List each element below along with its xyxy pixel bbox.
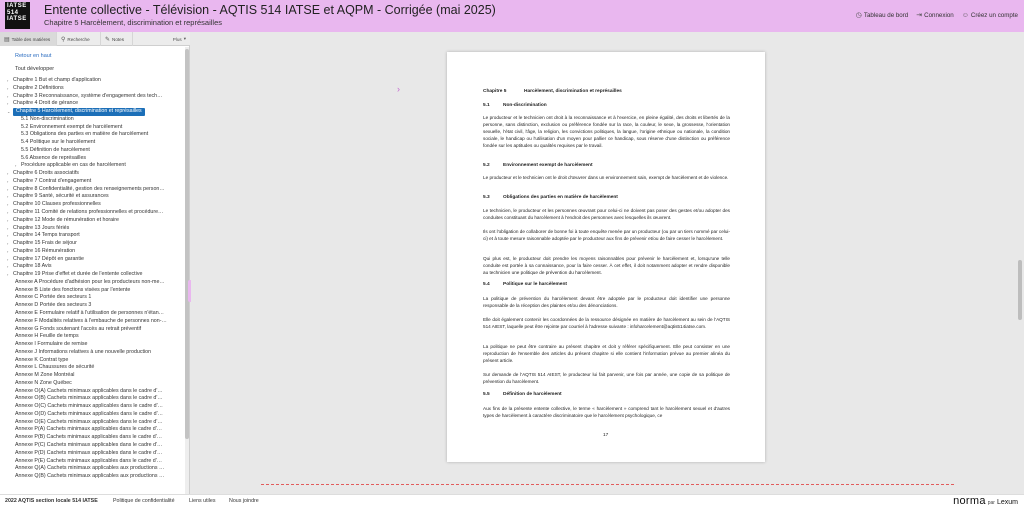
chevron-right-icon[interactable]: › (7, 256, 9, 262)
toc-item[interactable] (0, 411, 184, 419)
toc-item[interactable] (0, 232, 184, 240)
toc-item[interactable] (0, 100, 184, 108)
sidebar (0, 32, 190, 494)
section-number: 5.5 (483, 392, 490, 397)
chevron-right-icon[interactable]: › (7, 194, 9, 200)
toc-item[interactable] (0, 124, 184, 132)
toc-item-label: Chapitre 6 Droits associatifs (13, 170, 79, 177)
chevron-right-icon[interactable]: › (7, 101, 9, 107)
toc-item-label: Annexe Q(B) Cachets minimaux applicables aux productions … (15, 473, 165, 480)
paragraph: La politique ne peut être contraire au présent chapitre et doit y référer spécifiquement. Elle peut consister en une reproduction de l'ensemble des articles du présent chapitre si elle contient l'information prévue au premier alinéa du présent article. (483, 344, 730, 364)
toc-item-label: Chapitre 7 Contrat d'engagement (13, 177, 92, 184)
toc-item[interactable] (0, 162, 184, 170)
paragraph: Elle doit également contenir les coordonnées de la ressource désignée en matière de harcèlement au sein de l'AQTIS 514 AIEST, laquelle peut être rejointe par courriel à l'adresse suivante : infoharcelement@aqtis514iatse.com. (483, 317, 730, 330)
login-link[interactable] (916, 11, 953, 19)
app-header (0, 0, 1024, 32)
toc-item[interactable] (0, 287, 184, 295)
toc-item[interactable] (0, 201, 184, 209)
toc-item-label: Annexe O(A) Cachets minimaux applicables dans le cadre d'… (15, 387, 163, 394)
tab-label: Recherche (67, 36, 90, 42)
toc-item[interactable] (0, 186, 184, 194)
expand-all-link[interactable]: Tout développer (15, 66, 55, 72)
table-of-contents (0, 46, 184, 494)
copyright-text: 2022 AQTIS section locale 514 IATSE (5, 498, 98, 504)
toc-item[interactable] (0, 116, 184, 124)
tab-search[interactable] (57, 32, 101, 46)
toc-item-label: Chapitre 1 But et champ d'application (13, 77, 101, 83)
section-number: 5.1 (483, 103, 490, 108)
toc-item-label: Chapitre 16 Rémunération (13, 247, 76, 254)
toc-item[interactable] (0, 302, 184, 310)
toc-item[interactable] (0, 434, 184, 442)
toc-item[interactable] (0, 139, 184, 147)
toc-item[interactable] (0, 271, 184, 279)
sidebar-scroll-thumb[interactable] (185, 49, 189, 439)
toc-item-label: Annexe F Modalités relatives à l'embauche de personnes non-… (15, 317, 167, 324)
chevron-down-icon: ▾ (183, 36, 186, 41)
chevron-right-icon[interactable]: › (7, 93, 9, 99)
toc-item[interactable] (0, 426, 184, 434)
dashboard-icon: ◷ (855, 12, 862, 19)
section-number: 5.2 (483, 163, 490, 168)
section-title: Obligations des parties en matière de harcèlement (503, 195, 618, 200)
tab-label: Table des matières (11, 36, 51, 42)
chevron-right-icon[interactable]: › (7, 233, 9, 239)
paragraph: Ils ont l'obligation de collaborer de bonne foi à toute enquête menée par un producteur (ou par un tiers nommé par celui-ci) et à toute mesure raisonnable adoptée par le producteur aux fins de prévenir et/ou de faire cesser le harcèlement. (483, 229, 730, 242)
toc-item[interactable] (0, 131, 184, 139)
toc-item-label: Procédure applicable en cas de harcèlement (21, 162, 126, 169)
dashboard-link[interactable] (856, 11, 909, 19)
toc-item-label: Annexe A Procédure d'adhésion pour les producteurs non-me… (15, 278, 165, 285)
toc-item[interactable] (0, 256, 184, 264)
chevron-down-icon[interactable]: ⌄ (7, 109, 11, 115)
chevron-right-icon[interactable]: › (7, 210, 9, 216)
more-label: Plus (172, 36, 182, 42)
toc-item-label: Chapitre 8 Confidentialité, gestion des renseignements person… (13, 185, 165, 192)
iatse-logo[interactable] (5, 2, 30, 29)
chevron-right-icon[interactable]: › (7, 171, 9, 177)
tab-toc[interactable] (0, 32, 57, 46)
toc-item-label: Annexe N Zone Québec (15, 379, 72, 386)
section-number: 5.3 (483, 195, 490, 200)
toc-item[interactable] (0, 77, 184, 85)
toc-item-label: Annexe M Zone Montréal (15, 372, 75, 379)
logo-line: 514 (7, 9, 19, 16)
toc-item-label: Annexe I Formulaire de remise (15, 341, 88, 348)
toc-item-label: Chapitre 4 Droit de gérance (13, 100, 79, 107)
back-to-top-link[interactable]: Retour en haut (15, 53, 52, 59)
toc-item-label: Chapitre 5 Harcèlement, discrimination et représailles (13, 108, 145, 115)
chevron-right-icon[interactable]: › (7, 272, 9, 278)
toc-item-label: 5.2 Environnement exempt de harcèlement (21, 123, 123, 130)
user-icon: ☺ (961, 11, 969, 19)
toc-item[interactable] (0, 209, 184, 217)
toc-item-label: 5.5 Définition de harcèlement (21, 146, 90, 153)
section-title: Politique sur le harcèlement (503, 282, 567, 287)
toc-item[interactable] (0, 465, 184, 473)
paragraph: La politique de prévention du harcèlement devant être adoptée par le producteur doit identifier une personne responsable de la réception des plaintes et/ou des dénonciations. (483, 296, 730, 309)
toc-item-label: Chapitre 18 Avis (13, 263, 52, 270)
toc-item[interactable] (0, 279, 184, 287)
chapter-number: Chapitre 5 (483, 89, 507, 94)
toc-item-label: Annexe O(C) Cachets minimaux applicables dans le cadre d'… (15, 403, 163, 410)
chevron-right-icon[interactable]: › (15, 163, 17, 169)
document-subtitle: Chapitre 5 Harcèlement, discrimination et représailles (44, 18, 222, 27)
tab-notes[interactable] (101, 32, 133, 46)
paragraph: Qui plus est, le producteur doit prendre les moyens raisonnables pour prévenir le harcèlement et, lorsqu'une telle conduite est portée à sa connaissance, pour la faire cesser. À cet effet, il doit notamment adopter et rendre disponible au technicien une politique de prévention du harcèlement. (483, 256, 730, 276)
paragraph: Le producteur et le technicien ont le droit d'œuvrer dans un environnement sain, exempt de harcèlement et de violence. (483, 175, 729, 180)
chevron-right-icon[interactable]: › (7, 241, 9, 247)
toc-item-label: Annexe D Portée des secteurs 3 (15, 302, 92, 309)
toc-item-label: Annexe O(B) Cachets minimaux applicables dans le cadre d'… (15, 395, 163, 402)
chevron-right-icon[interactable]: › (7, 217, 9, 223)
section-title: Non-discrimination (503, 103, 547, 108)
section-number: 5.4 (483, 282, 490, 287)
toc-item-label: Chapitre 3 Reconnaissance, système d'engagement des tech… (13, 92, 163, 99)
toc-item[interactable] (0, 442, 184, 450)
toc-item[interactable] (0, 310, 184, 318)
toc-item-label: Annexe P(A) Cachets minimaux applicables dans le cadre d'… (15, 426, 163, 433)
chevron-right-icon[interactable]: › (7, 85, 9, 91)
toc-item[interactable] (0, 318, 184, 326)
toc-item[interactable] (0, 193, 184, 201)
tab-label: Notes (112, 36, 125, 42)
page-break-divider (261, 484, 954, 485)
toc-item-label: Annexe J Informations relatives à une nouvelle production (15, 348, 152, 355)
privacy-link[interactable]: Politique de confidentialité (113, 498, 175, 504)
toc-item-label: Annexe B Liste des fonctions visées par l'entente (15, 286, 131, 293)
toc-icon: ▤ (4, 36, 10, 43)
toc-list (0, 77, 184, 481)
toc-item[interactable] (0, 217, 184, 225)
more-dropdown[interactable] (173, 32, 186, 46)
toc-item[interactable] (0, 419, 184, 427)
chevron-right-icon[interactable]: › (7, 264, 9, 270)
toc-item-label: 5.3 Obligations des parties en matière de harcèlement (21, 131, 149, 138)
login-link-label: Connexion (924, 11, 954, 19)
toc-item[interactable] (0, 395, 184, 403)
useful-links-link[interactable]: Liens utiles (189, 498, 216, 504)
chevron-right-icon[interactable]: › (7, 78, 9, 83)
chapter-title: Harcèlement, discrimination et représailles (524, 89, 622, 94)
paragraph: Le technicien, le producteur et les personnes œuvrant pour celui-ci ne doivent pas poser des gestes et/ou adopter des conduites constituant du harcèlement à l'endroit des personnes avec lesquelles ils œuvrent. (483, 208, 730, 221)
notes-icon: ✎ (105, 36, 111, 43)
toc-item[interactable] (0, 473, 184, 481)
brand-lexum: Lexum (996, 499, 1018, 506)
toc-item[interactable] (0, 388, 184, 396)
chevron-right-icon[interactable]: › (397, 84, 400, 94)
toc-item[interactable] (0, 294, 184, 302)
toc-item-label: Chapitre 14 Temps transport (13, 232, 80, 239)
toc-item[interactable] (0, 248, 184, 256)
document-title: Entente collective - Télévision - AQTIS 514 IATSE et AQPM - Corrigée (mai 2025) (44, 3, 496, 17)
sidebar-scrollbar[interactable] (185, 47, 189, 494)
toc-item-label: Annexe E Formulaire relatif à l'utilisation de personnes n'étan… (15, 309, 164, 316)
toc-item[interactable] (0, 170, 184, 178)
toc-item-label: Annexe O(D) Cachets minimaux applicables dans le cadre d'… (15, 410, 163, 417)
page-number: 17 (603, 433, 609, 438)
toc-item[interactable] (0, 458, 184, 466)
toc-item-label: 5.1 Non-discrimination (21, 115, 74, 122)
toc-item[interactable] (0, 178, 184, 186)
create-account-link-label: Créez un compte (970, 11, 1018, 19)
toc-item[interactable] (0, 403, 184, 411)
toc-item[interactable] (0, 364, 184, 372)
chevron-right-icon[interactable]: › (7, 186, 9, 192)
toc-item[interactable] (0, 85, 184, 93)
toc-item-label: Chapitre 11 Comité de relations professionnelles et procédure… (13, 209, 164, 216)
toc-item-label: Chapitre 19 Prise d'effet et durée de l'entente collective (13, 271, 143, 278)
toc-item[interactable] (0, 333, 184, 341)
viewer-scroll-thumb[interactable] (1018, 260, 1022, 320)
toc-item-label: Annexe P(E) Cachets minimaux applicables dans le cadre d'… (15, 457, 163, 464)
toc-item-label: 5.4 Politique sur le harcèlement (21, 139, 96, 146)
paragraph: Aux fins de la présente entente collective, le terme « harcèlement » comprend tant le harcèlement sexuel et d'autres types de harcèlement à caractère discriminatoire que le harcèlement psychologique, ce (483, 406, 730, 419)
toc-item-label: 5.6 Absence de représailles (21, 154, 87, 161)
section-title: Environnement exempt de harcèlement (503, 163, 593, 168)
brand-par: par (987, 500, 995, 506)
toc-item-label: Annexe K Contrat type (15, 356, 69, 363)
search-icon: ⚲ (61, 36, 66, 43)
toc-item-label: Chapitre 12 Mode de rémunération et horaire (13, 216, 119, 223)
toc-item-label: Chapitre 2 Définitions (13, 84, 64, 91)
toc-item[interactable] (0, 341, 184, 349)
logo-line: IATSE (7, 16, 27, 23)
toc-item[interactable] (0, 225, 184, 233)
toc-item-label: Annexe G Fonds soutenant l'accès au retrait préventif (15, 325, 142, 332)
chevron-right-icon[interactable]: › (7, 178, 9, 184)
section-title: Définition de harcèlement (503, 392, 562, 397)
dashboard-link-label: Tableau de bord (863, 11, 909, 19)
sidebar-tabs (0, 32, 190, 46)
toc-item-label: Chapitre 13 Jours fériés (13, 224, 70, 231)
toc-item-label: Annexe P(D) Cachets minimaux applicables dans le cadre d'… (15, 449, 163, 456)
toc-item-label: Annexe H Feuille de temps (15, 333, 79, 340)
chevron-right-icon[interactable]: › (7, 225, 9, 231)
norma-lexum-logo[interactable] (953, 495, 1018, 507)
document-page (447, 52, 765, 462)
login-icon: ⇥ (916, 12, 923, 19)
toc-item-label: Chapitre 17 Dépôt en garantie (13, 255, 84, 262)
logo-line: IATSE (7, 3, 27, 9)
toc-item-label: Chapitre 15 Frais de séjour (13, 240, 77, 247)
toc-item-label: Chapitre 10 Clauses professionnelles (13, 201, 101, 208)
paragraph: Le producteur et le technicien ont droit à la reconnaissance et à l'exercice, en pleine égalité, des droits et libertés de la personne, sans distinction, exclusion ou préférence fondée sur la race, la couleur, le sexe, la grossesse, l'orientation sexuelle, l'état civil, l'âge, la religion, les convictions politiques, la langue, l'origine ethnique ou nationale, la condition sociale, le handicap ou l'utilisation d'un moyen pour pallier ce handicap, sous réserve d'une distinction ou préférence fondée sur les aptitudes ou qualités requises par le travail. (483, 115, 730, 149)
toc-item-label: Annexe C Portée des secteurs 1 (15, 294, 92, 301)
toc-item[interactable] (0, 155, 184, 163)
toc-item[interactable] (0, 147, 184, 155)
toc-item-label: Annexe L Chaussures de sécurité (15, 364, 95, 371)
toc-item[interactable] (0, 380, 184, 388)
toc-item-label: Annexe P(C) Cachets minimaux applicables dans le cadre d'… (15, 441, 163, 448)
toc-item[interactable] (0, 357, 184, 365)
toc-item-label: Chapitre 9 Santé, sécurité et assurances (13, 193, 109, 200)
toc-item-label: Annexe P(B) Cachets minimaux applicables dans le cadre d'… (15, 434, 163, 441)
toc-item[interactable] (0, 240, 184, 248)
toc-item-selected[interactable] (0, 108, 184, 116)
brand-name: norma (953, 495, 986, 507)
toc-item-label: Annexe Q(A) Cachets minimaux applicables aux productions … (15, 465, 165, 472)
toc-item[interactable] (0, 349, 184, 357)
document-viewer (191, 32, 1024, 494)
header-links (856, 11, 1018, 19)
toc-item[interactable] (0, 326, 184, 334)
chevron-right-icon[interactable]: › (7, 248, 9, 254)
contact-link[interactable]: Nous joindre (229, 498, 259, 504)
create-account-link[interactable] (962, 11, 1018, 19)
toc-item[interactable] (0, 372, 184, 380)
toc-item[interactable] (0, 93, 184, 101)
toc-item[interactable] (0, 450, 184, 458)
toc-item[interactable] (0, 263, 184, 271)
toc-item-label: Annexe O(E) Cachets minimaux applicables dans le cadre d'… (15, 418, 163, 425)
chevron-right-icon[interactable]: › (7, 202, 9, 208)
paragraph: Sur demande de l'AQTIS 514 AIEST, le producteur lui fait parvenir, une fois par année, une copie de sa politique de prévention du harcèlement. (483, 372, 730, 385)
footer (0, 494, 1024, 508)
